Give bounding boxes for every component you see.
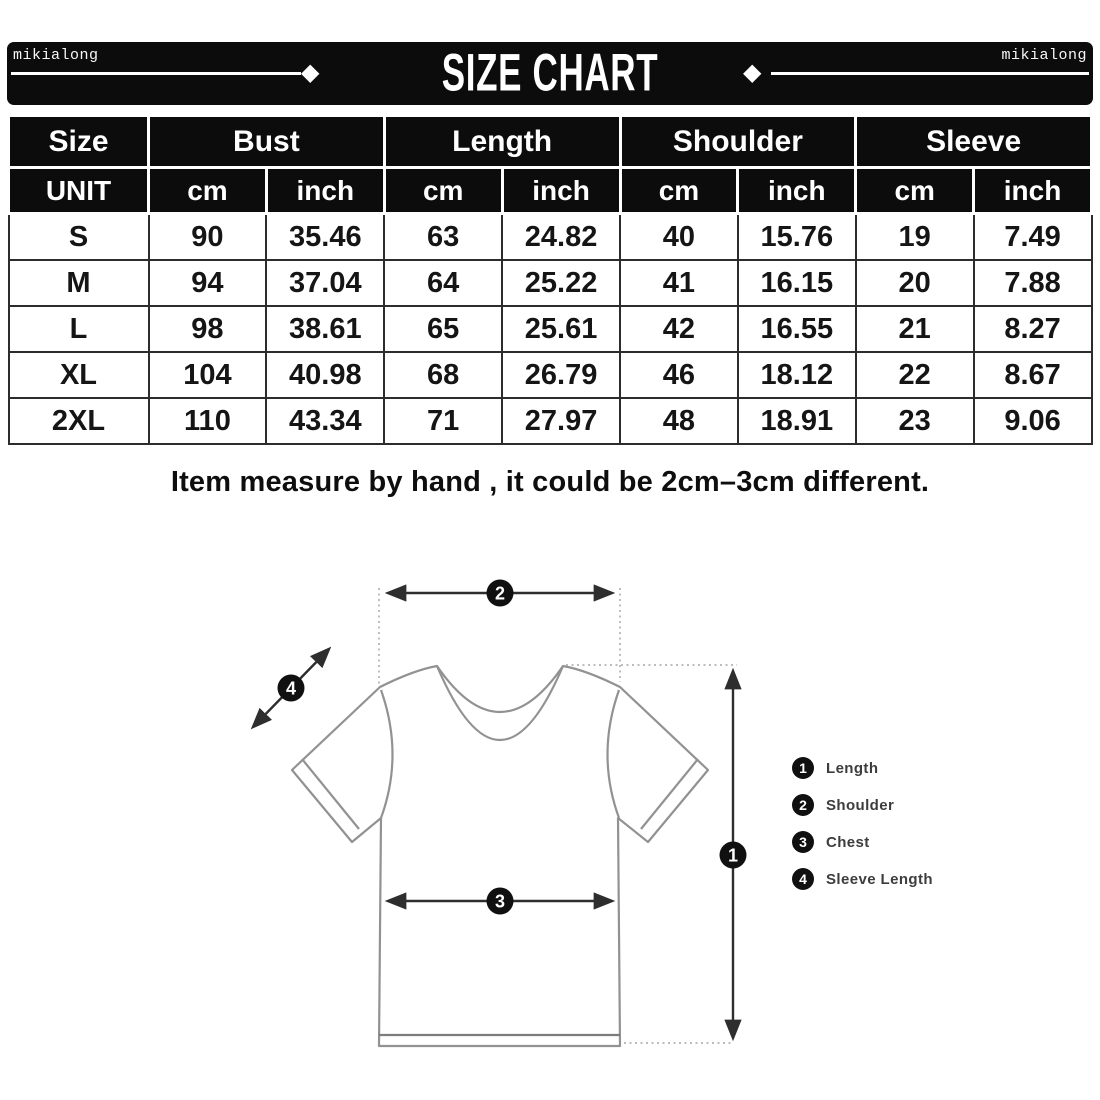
unit-cell: cm (384, 168, 502, 214)
cell-length-cm: 71 (384, 398, 502, 444)
size-cell: S (9, 214, 149, 261)
cell-length-inch: 24.82 (502, 214, 620, 261)
legend-label: Sleeve Length (826, 870, 933, 888)
size-cell: 2XL (9, 398, 149, 444)
col-length: Length (384, 116, 620, 168)
brand-right: mikialong (1001, 47, 1087, 64)
marker-length-icon (720, 842, 747, 869)
tshirt-outline (292, 666, 708, 1046)
col-size: Size (9, 116, 149, 168)
legend-item-sleeve-length (792, 868, 933, 890)
cell-shoulder-cm: 40 (620, 214, 738, 261)
marker-sleeve-icon (278, 675, 305, 702)
cell-bust-cm: 110 (149, 398, 267, 444)
circled-2-icon: 2 (792, 794, 814, 816)
circled-1-icon: 1 (792, 757, 814, 779)
cell-sleeve-inch: 7.88 (974, 260, 1092, 306)
circled-3-icon: 3 (792, 831, 814, 853)
col-sleeve: Sleeve (856, 116, 1092, 168)
size-cell: L (9, 306, 149, 352)
cell-sleeve-cm: 21 (856, 306, 974, 352)
unit-cell: cm (856, 168, 974, 214)
table-row (9, 352, 1092, 398)
legend-label: Shoulder (826, 796, 895, 814)
cell-shoulder-inch: 18.12 (738, 352, 856, 398)
size-cell: M (9, 260, 149, 306)
cell-shoulder-inch: 16.15 (738, 260, 856, 306)
cell-bust-cm: 104 (149, 352, 267, 398)
marker-shoulder-number: 2 (494, 583, 506, 604)
table-row (9, 214, 1092, 261)
measurement-note: Item measure by hand , it could be 2cm–3cm different. (170, 466, 930, 498)
table-unit-row (9, 168, 1092, 214)
cell-bust-inch: 43.34 (266, 398, 384, 444)
diamond-icon: ◆ (301, 58, 320, 86)
cell-bust-cm: 90 (149, 214, 267, 261)
cell-shoulder-cm: 42 (620, 306, 738, 352)
cell-shoulder-cm: 48 (620, 398, 738, 444)
cell-sleeve-inch: 9.06 (974, 398, 1092, 444)
unit-cell: cm (149, 168, 267, 214)
unit-cell: inch (502, 168, 620, 214)
page-title: SIZE CHART (441, 43, 659, 103)
cell-shoulder-cm: 46 (620, 352, 738, 398)
table-group-header-row (9, 116, 1092, 168)
cell-length-cm: 65 (384, 306, 502, 352)
unit-label: UNIT (9, 168, 149, 214)
cell-length-cm: 68 (384, 352, 502, 398)
cell-sleeve-inch: 8.27 (974, 306, 1092, 352)
cell-sleeve-inch: 7.49 (974, 214, 1092, 261)
marker-sleeve-number: 4 (285, 678, 297, 699)
legend-item-chest (792, 831, 933, 853)
cell-length-inch: 25.61 (502, 306, 620, 352)
cell-shoulder-inch: 15.76 (738, 214, 856, 261)
measurement-legend (792, 757, 933, 890)
left-rule (11, 72, 301, 75)
table-row (9, 398, 1092, 444)
unit-cell: inch (266, 168, 384, 214)
size-cell: XL (9, 352, 149, 398)
cell-bust-inch: 37.04 (266, 260, 384, 306)
right-rule (771, 72, 1089, 75)
cell-sleeve-cm: 19 (856, 214, 974, 261)
legend-label: Length (826, 759, 879, 777)
legend-label: Chest (826, 833, 870, 851)
marker-shoulder-icon (487, 580, 514, 607)
cell-bust-cm: 98 (149, 306, 267, 352)
cell-sleeve-cm: 23 (856, 398, 974, 444)
cell-sleeve-inch: 8.67 (974, 352, 1092, 398)
cell-sleeve-cm: 22 (856, 352, 974, 398)
cell-shoulder-cm: 41 (620, 260, 738, 306)
unit-cell: inch (974, 168, 1092, 214)
circled-4-icon: 4 (792, 868, 814, 890)
cell-sleeve-cm: 20 (856, 260, 974, 306)
size-chart-table (7, 114, 1093, 445)
diamond-icon: ◆ (743, 58, 762, 86)
legend-item-length (792, 757, 933, 779)
cell-length-inch: 27.97 (502, 398, 620, 444)
cell-shoulder-inch: 18.91 (738, 398, 856, 444)
cell-bust-inch: 40.98 (266, 352, 384, 398)
legend-item-shoulder (792, 794, 933, 816)
cell-bust-inch: 38.61 (266, 306, 384, 352)
table-row (9, 306, 1092, 352)
table-row (9, 260, 1092, 306)
marker-chest-icon (487, 888, 514, 915)
col-shoulder: Shoulder (620, 116, 856, 168)
cell-length-inch: 25.22 (502, 260, 620, 306)
cell-length-inch: 26.79 (502, 352, 620, 398)
cell-bust-inch: 35.46 (266, 214, 384, 261)
tshirt-measurement-diagram (0, 540, 1100, 1100)
cell-shoulder-inch: 16.55 (738, 306, 856, 352)
marker-chest-number: 3 (494, 891, 506, 912)
title-banner (7, 42, 1093, 105)
cell-bust-cm: 94 (149, 260, 267, 306)
cell-length-cm: 63 (384, 214, 502, 261)
cell-length-cm: 64 (384, 260, 502, 306)
marker-length-number: 1 (727, 845, 739, 866)
unit-cell: cm (620, 168, 738, 214)
brand-left: mikialong (13, 47, 99, 64)
unit-cell: inch (738, 168, 856, 214)
col-bust: Bust (149, 116, 385, 168)
